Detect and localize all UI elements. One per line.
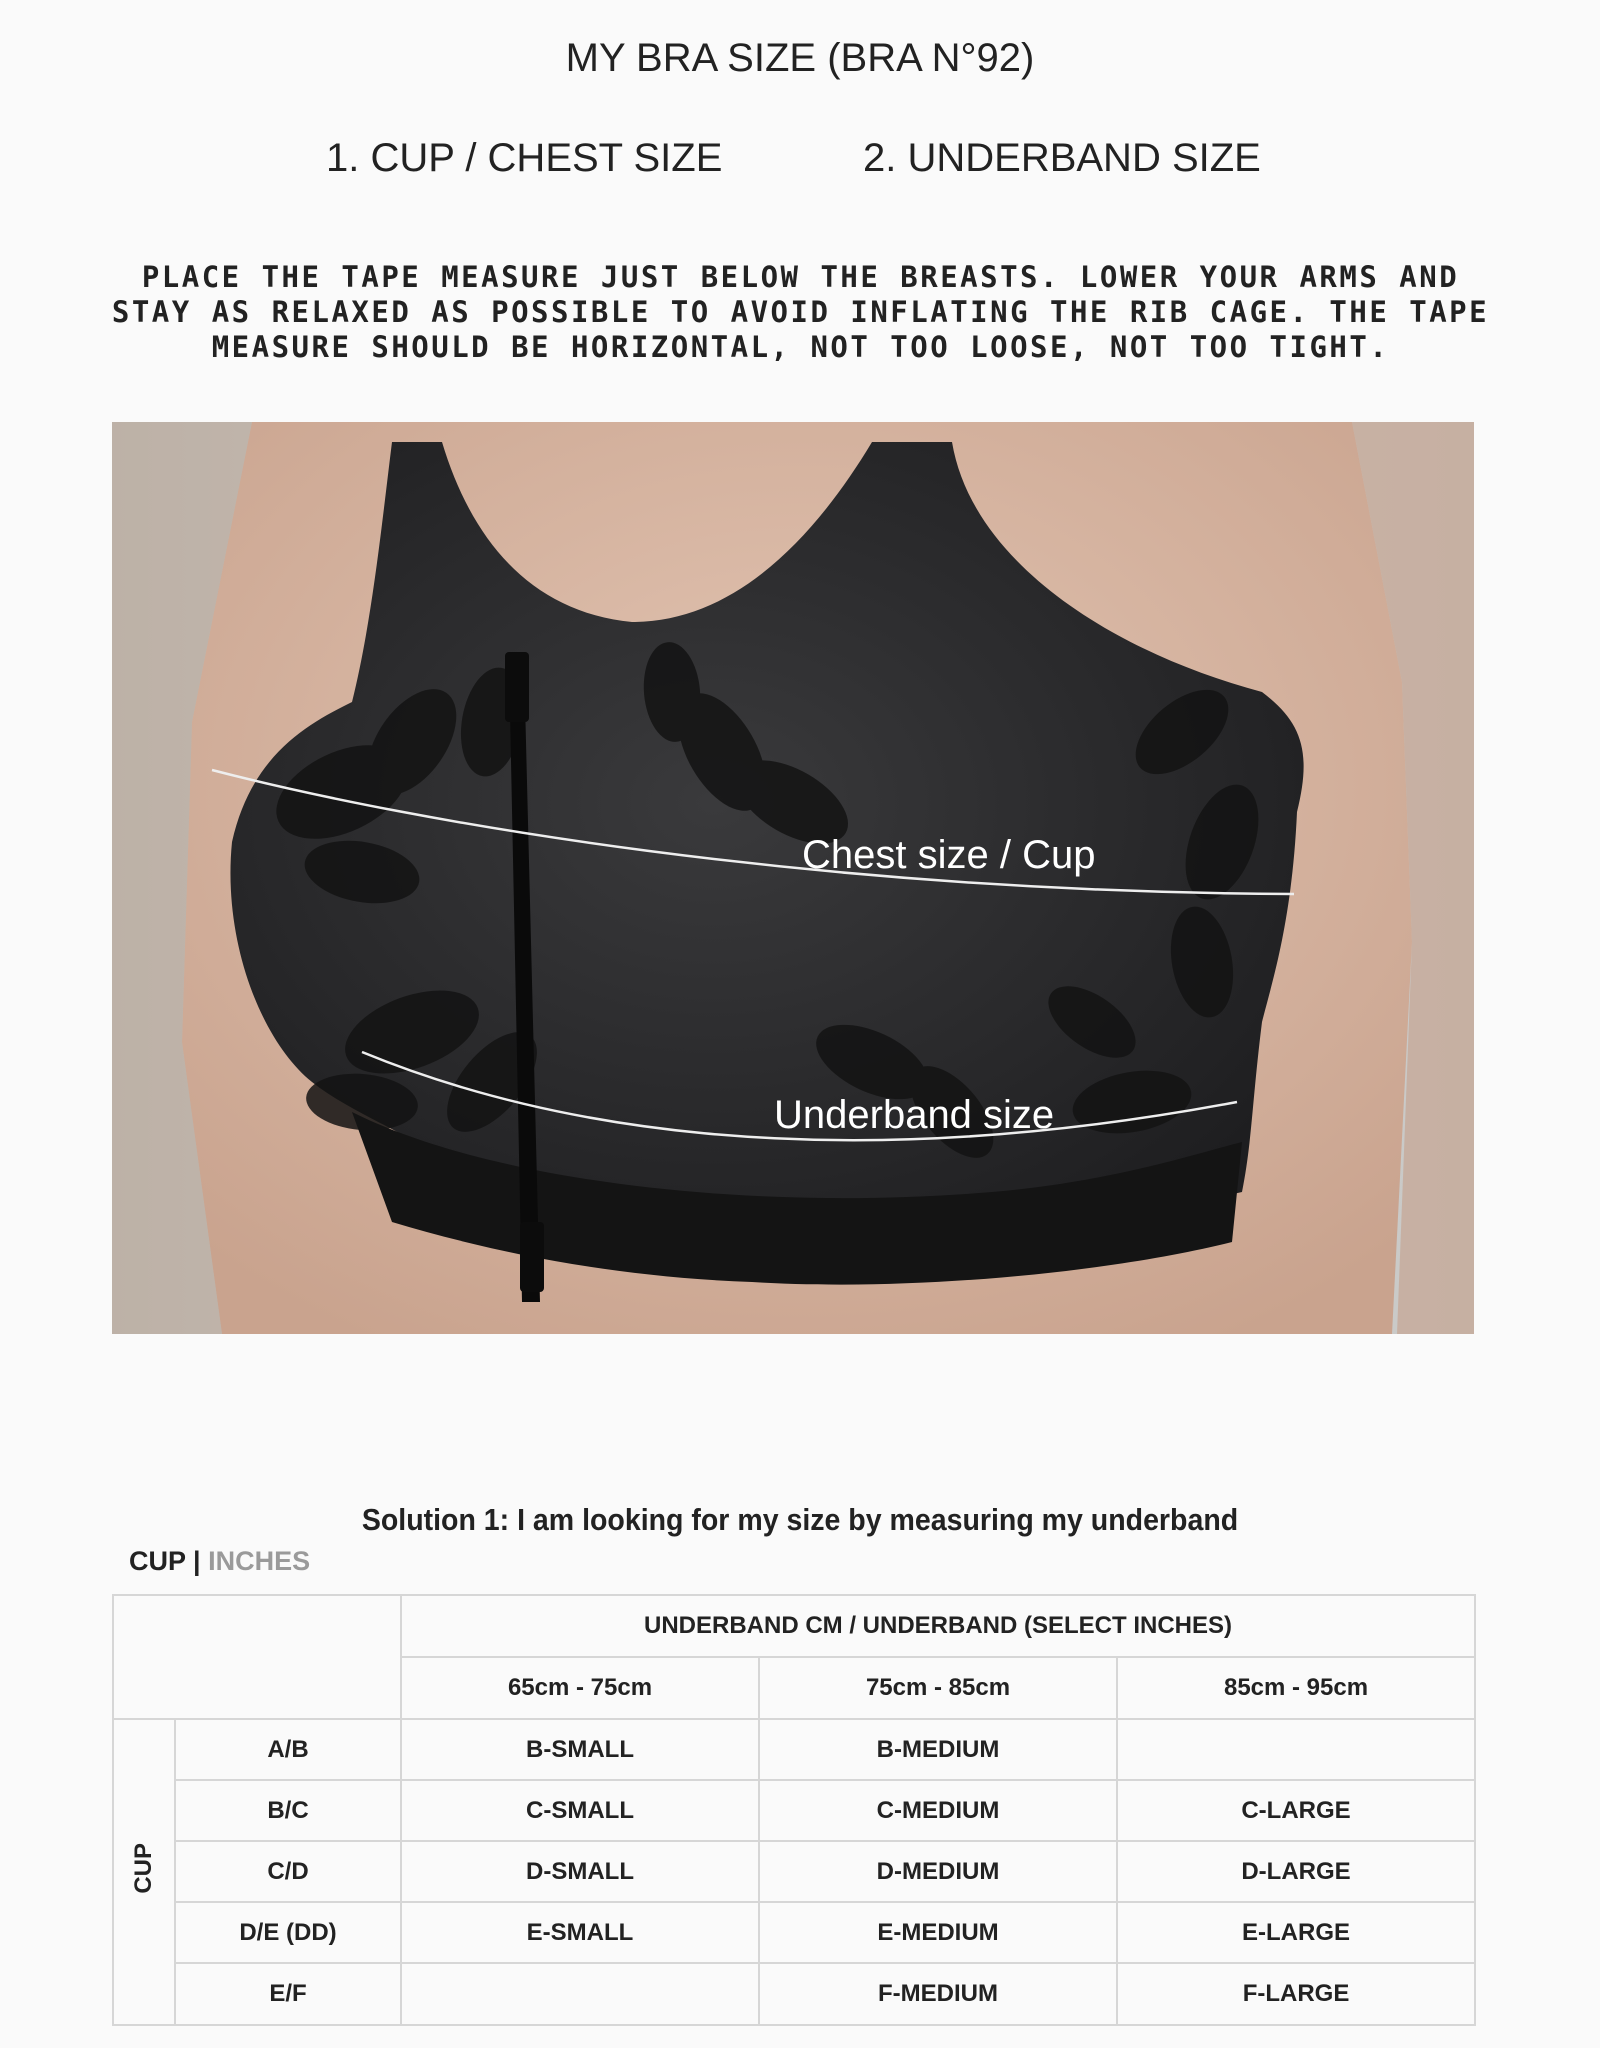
cup-label: D/E (DD): [175, 1902, 401, 1963]
size-cell: E-LARGE: [1117, 1902, 1475, 1963]
size-cell: C-SMALL: [401, 1780, 759, 1841]
size-cell: F-MEDIUM: [759, 1963, 1117, 2025]
table-row: [113, 1719, 1475, 1780]
table-row: [113, 1780, 1475, 1841]
size-cell: C-MEDIUM: [759, 1780, 1117, 1841]
cup-group-label: CUP: [130, 1843, 157, 1894]
measuring-instructions: PLACE THE TAPE MEASURE JUST BELOW THE BREASTS. LOWER YOUR ARMS AND STAY AS RELAXED AS POSSIBLE TO AVOID INFLATING THE RIB CAGE. THE TAPE MEASURE SHOULD BE HORIZONTAL, NOT TOO LOOSE, NOT TOO TIGHT.: [111, 260, 1490, 364]
size-cell: E-SMALL: [401, 1902, 759, 1963]
zipper-pull: [505, 652, 529, 722]
unit-inches-option[interactable]: INCHES: [208, 1546, 311, 1576]
unit-cup-option[interactable]: CUP: [129, 1546, 186, 1576]
size-cell: B-SMALL: [401, 1719, 759, 1780]
solution-title: Solution 1: I am looking for my size by measuring my underband: [361, 1502, 1239, 1537]
size-cell: [401, 1963, 759, 2025]
table-row: [113, 1841, 1475, 1902]
column-header: 75cm - 85cm: [759, 1657, 1117, 1719]
size-cell: D-LARGE: [1117, 1841, 1475, 1902]
table-row: [113, 1902, 1475, 1963]
size-cell: D-MEDIUM: [759, 1841, 1117, 1902]
cup-label: A/B: [175, 1719, 401, 1780]
chest-size-label: Chest size / Cup: [802, 833, 1096, 877]
size-cell: C-LARGE: [1117, 1780, 1475, 1841]
underband-size-label: Underband size: [774, 1093, 1055, 1137]
column-header: 65cm - 75cm: [401, 1657, 759, 1719]
cup-label: B/C: [175, 1780, 401, 1841]
size-cell: D-SMALL: [401, 1841, 759, 1902]
table-corner-cell: [113, 1595, 401, 1719]
size-cell: E-MEDIUM: [759, 1902, 1117, 1963]
cup-label: E/F: [175, 1963, 401, 2025]
table-row: [113, 1963, 1475, 2025]
underband-header: UNDERBAND CM / UNDERBAND (SELECT INCHES): [401, 1595, 1475, 1657]
size-cell: F-LARGE: [1117, 1963, 1475, 2025]
step-cup-chest-size: 1. CUP / CHEST SIZE: [326, 136, 723, 180]
step-underband-size: 2. UNDERBAND SIZE: [863, 136, 1261, 180]
size-cell: [1117, 1719, 1475, 1780]
bra-illustration: [112, 422, 1474, 1334]
page-title: MY BRA SIZE (BRA N°92): [565, 36, 1035, 80]
cup-label: C/D: [175, 1841, 401, 1902]
bra-measurement-photo: [112, 422, 1474, 1334]
column-header: 85cm - 95cm: [1117, 1657, 1475, 1719]
zipper-tab: [520, 1222, 544, 1292]
size-table: [112, 1594, 1476, 2026]
unit-separator: |: [193, 1546, 201, 1576]
cup-group-cell: [113, 1719, 175, 2025]
unit-toggle: [129, 1546, 310, 1577]
size-cell: B-MEDIUM: [759, 1719, 1117, 1780]
